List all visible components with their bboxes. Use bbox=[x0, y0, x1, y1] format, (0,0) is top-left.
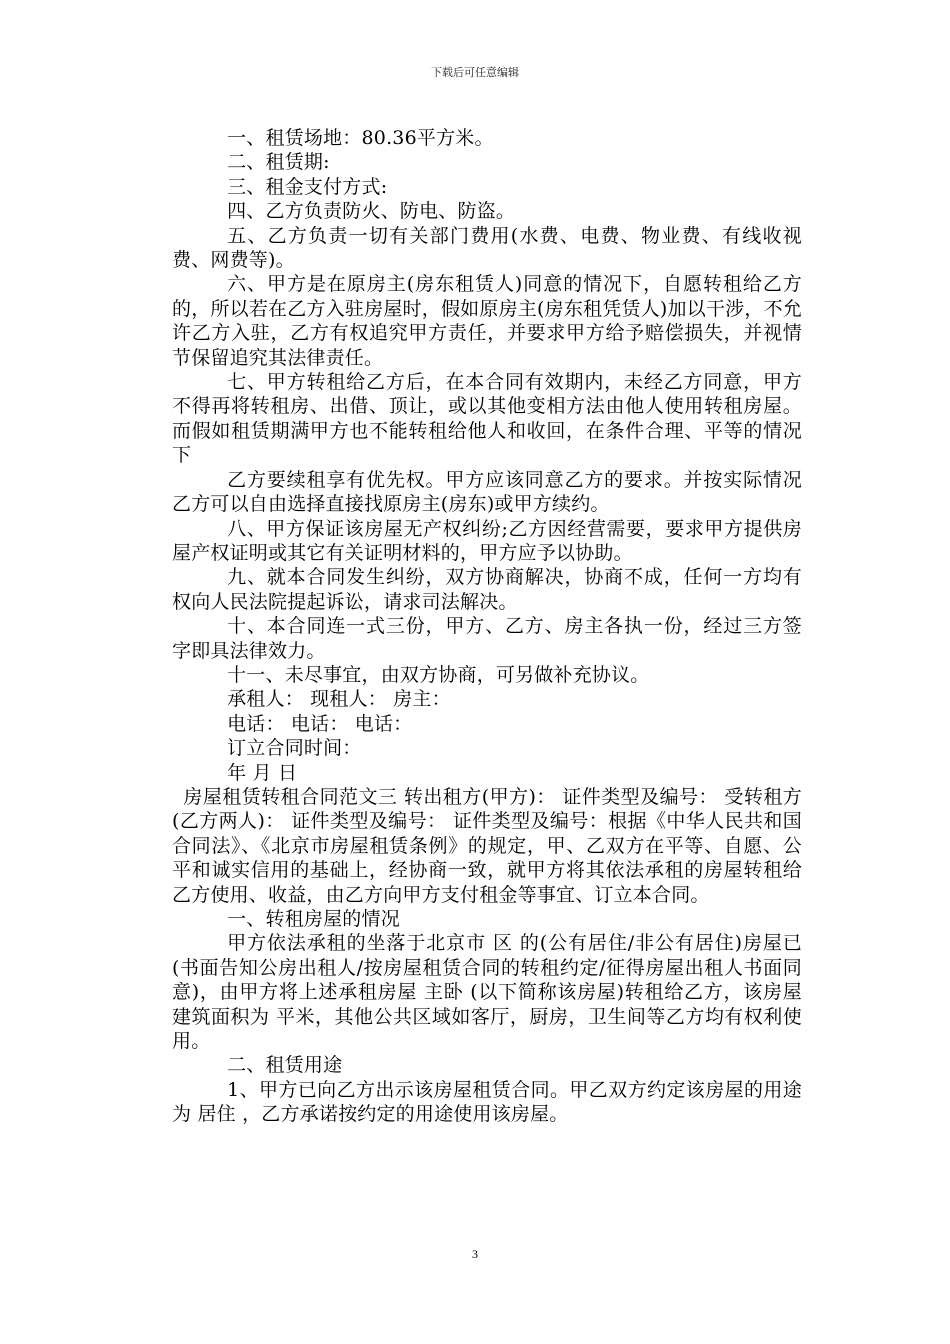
clause-copies: 十、本合同连一式三份，甲方、乙方、房主各执一份，经过三方签字即具法律效力。 bbox=[172, 615, 802, 662]
clause-house-details: 甲方依法承租的坐落于北京市 区 的(公有居住/非公有居住)房屋已(书面告知公房出租人/按房屋租赁合同的转租约定/征得房屋出租人书面同意)，由甲方将上述承租房屋 主卧 (以下简称该房屋)转租给乙方，该房屋建筑面积为 平米，其他公共区域如客厅，厨房，卫生间等乙方均有权利使用。 bbox=[172, 932, 802, 1053]
clause-rental-area: 一、租赁场地：80.36平方米。 bbox=[227, 127, 494, 149]
clause-no-sublet: 七、甲方转租给乙方后，在本合同有效期内，未经乙方同意，甲方不得再将转租房、出借、顶让，或以其他变相方法由他人使用转租房屋。而假如租赁期满甲方也不能转租给他人和收回，在条件合理、平等的情况下 bbox=[172, 371, 802, 467]
signature-phones: 电话： 电话： 电话： bbox=[227, 712, 413, 735]
clause-no-property-dispute: 八、甲方保证该房屋无产权纠纷;乙方因经营需要，要求甲方提供房屋产权证明或其它有关证明材料的，甲方应予以协助。 bbox=[172, 517, 802, 564]
clause-fire-safety: 四、乙方负责防火、防电、防盗。 bbox=[227, 200, 516, 223]
page-number: 3 bbox=[472, 1247, 478, 1261]
clause-supplement: 十一、未尽事宜，由双方协商，可另做补充协议。 bbox=[227, 663, 650, 686]
clause-landlord-consent: 六、甲方是在原房主(房东租赁人)同意的情况下，自愿转租给乙方的，所以若在乙方入驻房屋时，假如原房主(房东租凭赁人)加以干涉，不允许乙方入驻，乙方有权追究甲方责任，并要求甲方给予赔偿损失，并视情节保留追究其法律责任。 bbox=[172, 273, 802, 369]
clause-payment-method: 三、租金支付方式: bbox=[227, 175, 388, 198]
signature-parties: 承租人： 现租人： 房主： bbox=[227, 688, 451, 711]
clause-rental-period: 二、租赁期: bbox=[227, 151, 330, 174]
sample-three-intro: 房屋租赁转租合同范文三 转出租方(甲方)： 证件类型及编号： 受转租方(乙方两人)： 证件类型及编号： 证件类型及编号：根据《中华人民共和国合同法》、《北京市房屋租赁条例》的规定，甲、乙双方在平等、自愿、公平和诚实信用的基础上，经协商一致，就甲方将其依法承租的房屋转租给乙方使用、收益，由乙方向甲方支付租金等事宜、订立本合同。 bbox=[172, 785, 802, 906]
contract-date-label: 订立合同时间： bbox=[227, 737, 362, 760]
clause-renewal-priority: 乙方要续租享有优先权。甲方应该同意乙方的要求。并按实际情况乙方可以自由选择直接找原房主(房东)或甲方续约。 bbox=[172, 468, 802, 516]
clause-use-purpose: 1、甲方已向乙方出示该房屋租赁合同。甲乙双方约定该房屋的用途为 居住 ，乙方承诺按约定的用途使用该房屋。 bbox=[172, 1078, 802, 1126]
section-sublet-house: 一、转租房屋的情况 bbox=[227, 908, 400, 930]
clause-fees: 五、乙方负责一切有关部门费用(水费、电费、物业费、有线收视费、网费等)。 bbox=[172, 224, 802, 272]
contract-date-fields: 年 月 日 bbox=[227, 761, 298, 784]
clause-dispute-resolution: 九、就本合同发生纠纷，双方协商解决，协商不成，任何一方均有权向人民法院提起诉讼，请求司法解决。 bbox=[172, 566, 802, 613]
document-body bbox=[172, 126, 802, 1127]
page-header-note: 下载后可任意编辑 bbox=[431, 66, 519, 79]
section-rental-use: 二、租赁用途 bbox=[227, 1054, 343, 1077]
